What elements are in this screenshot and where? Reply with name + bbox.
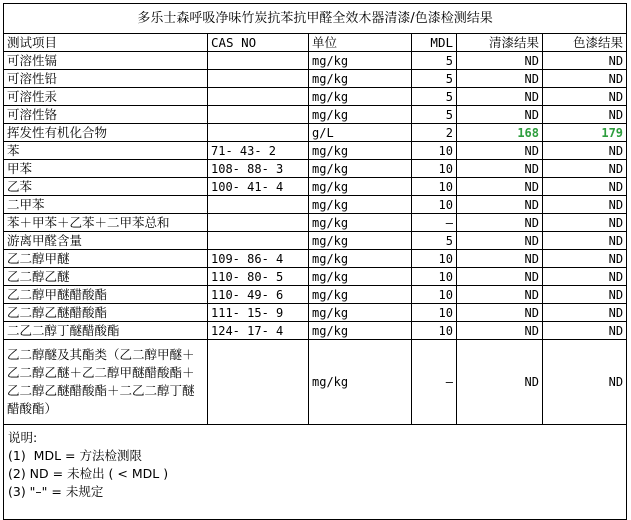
- cell-item: 乙二醇醚及其酯类（乙二醇甲醚＋乙二醇乙醚＋乙二醇甲醚醋酸酯＋乙二醇乙醚醋酸酯＋二乙二醇丁醚醋酸酯）: [4, 340, 208, 425]
- cell-color-result: ND: [543, 106, 627, 124]
- cell-unit: mg/kg: [309, 322, 412, 340]
- cell-clear-result: ND: [457, 160, 543, 178]
- cell-item: 游离甲醛含量: [4, 232, 208, 250]
- cell-color-result: ND: [543, 322, 627, 340]
- cell-cas: 110- 80- 5: [208, 268, 309, 286]
- table-row: [4, 142, 627, 160]
- cell-unit: mg/kg: [309, 268, 412, 286]
- header-item: 测试项目: [4, 34, 208, 52]
- cell-item: 乙二醇乙醚醋酸酯: [4, 304, 208, 322]
- cell-color-result: ND: [543, 214, 627, 232]
- cell-color-result: ND: [543, 52, 627, 70]
- cell-unit: mg/kg: [309, 340, 412, 425]
- cell-item: 乙二醇甲醚醋酸酯: [4, 286, 208, 304]
- cell-cas: 71- 43- 2: [208, 142, 309, 160]
- table-row: [4, 160, 627, 178]
- table-row: [4, 214, 627, 232]
- table-row: [4, 304, 627, 322]
- table-row: [4, 88, 627, 106]
- cell-item: 乙苯: [4, 178, 208, 196]
- cell-clear-result: ND: [457, 88, 543, 106]
- cell-clear-result: ND: [457, 250, 543, 268]
- cell-color-result: ND: [543, 88, 627, 106]
- cell-color-result: ND: [543, 268, 627, 286]
- cell-mdl: 10: [412, 142, 457, 160]
- cell-clear-result: ND: [457, 178, 543, 196]
- title-row: [4, 4, 627, 34]
- cell-mdl: 10: [412, 250, 457, 268]
- results-sheet: [3, 3, 626, 520]
- cell-color-result: ND: [543, 70, 627, 88]
- table-row: [4, 52, 627, 70]
- cell-cas: [208, 232, 309, 250]
- table-row: [4, 286, 627, 304]
- cell-clear-result: ND: [457, 304, 543, 322]
- cell-item: 可溶性铅: [4, 70, 208, 88]
- cell-clear-result: ND: [457, 268, 543, 286]
- cell-mdl: 2: [412, 124, 457, 142]
- cell-color-result: ND: [543, 160, 627, 178]
- cell-clear-result: ND: [457, 214, 543, 232]
- cell-cas: [208, 124, 309, 142]
- cell-cas: 100- 41- 4: [208, 178, 309, 196]
- cell-unit: g/L: [309, 124, 412, 142]
- cell-clear-result: ND: [457, 142, 543, 160]
- cell-unit: mg/kg: [309, 250, 412, 268]
- cell-cas: 111- 15- 9: [208, 304, 309, 322]
- cell-item: 二甲苯: [4, 196, 208, 214]
- cell-mdl: –: [412, 340, 457, 425]
- cell-unit: mg/kg: [309, 142, 412, 160]
- cell-unit: mg/kg: [309, 106, 412, 124]
- header-cas: CAS NO: [208, 34, 309, 52]
- cell-clear-result: ND: [457, 196, 543, 214]
- cell-color-result: ND: [543, 340, 627, 425]
- cell-unit: mg/kg: [309, 88, 412, 106]
- table-row-glycol-ethers: [4, 340, 627, 425]
- cell-mdl: 5: [412, 232, 457, 250]
- cell-item: 可溶性汞: [4, 88, 208, 106]
- table-row: [4, 196, 627, 214]
- cell-mdl: 5: [412, 88, 457, 106]
- cell-cas: 109- 86- 4: [208, 250, 309, 268]
- cell-cas: 124- 17- 4: [208, 322, 309, 340]
- cell-item: 苯: [4, 142, 208, 160]
- cell-item: 可溶性铬: [4, 106, 208, 124]
- cell-unit: mg/kg: [309, 304, 412, 322]
- table-row: [4, 106, 627, 124]
- cell-mdl: 5: [412, 70, 457, 88]
- cell-item: 乙二醇甲醚: [4, 250, 208, 268]
- cell-mdl: 10: [412, 322, 457, 340]
- cell-color-result: ND: [543, 286, 627, 304]
- cell-unit: mg/kg: [309, 160, 412, 178]
- cell-cas: [208, 340, 309, 425]
- cell-color-result: ND: [543, 142, 627, 160]
- cell-unit: mg/kg: [309, 196, 412, 214]
- header-row: [4, 34, 627, 52]
- cell-color-result: ND: [543, 232, 627, 250]
- cell-unit: mg/kg: [309, 286, 412, 304]
- table-row: [4, 70, 627, 88]
- cell-mdl: 10: [412, 160, 457, 178]
- cell-color-result: ND: [543, 178, 627, 196]
- cell-cas: 108- 88- 3: [208, 160, 309, 178]
- cell-cas: [208, 70, 309, 88]
- cell-cas: [208, 106, 309, 124]
- note-line-nd: (2) ND = 未检出 ( < MDL ): [8, 466, 169, 481]
- cell-color-result: ND: [543, 304, 627, 322]
- header-color-result: 色漆结果: [543, 34, 627, 52]
- cell-clear-result: 168: [457, 124, 543, 142]
- table-row: [4, 124, 627, 142]
- cell-clear-result: ND: [457, 52, 543, 70]
- cell-unit: mg/kg: [309, 214, 412, 232]
- cell-cas: [208, 88, 309, 106]
- cell-clear-result: ND: [457, 106, 543, 124]
- note-line-dash: (3) "–" = 未规定: [8, 484, 104, 499]
- table-row: [4, 322, 627, 340]
- table-row: [4, 232, 627, 250]
- cell-mdl: 10: [412, 286, 457, 304]
- cell-mdl: –: [412, 214, 457, 232]
- note-line-mdl: (1) MDL = 方法检测限: [8, 448, 142, 463]
- cell-mdl: 5: [412, 106, 457, 124]
- table-row: [4, 178, 627, 196]
- cell-item: 苯＋甲苯＋乙苯＋二甲苯总和: [4, 214, 208, 232]
- cell-item: 甲苯: [4, 160, 208, 178]
- cell-mdl: 10: [412, 196, 457, 214]
- notes-row: [4, 425, 627, 520]
- cell-item: 乙二醇乙醚: [4, 268, 208, 286]
- header-unit: 单位: [309, 34, 412, 52]
- cell-unit: mg/kg: [309, 178, 412, 196]
- cell-cas: [208, 52, 309, 70]
- cell-clear-result: ND: [457, 70, 543, 88]
- cell-unit: mg/kg: [309, 52, 412, 70]
- cell-item: 可溶性镉: [4, 52, 208, 70]
- cell-clear-result: ND: [457, 322, 543, 340]
- cell-unit: mg/kg: [309, 70, 412, 88]
- page-title: 多乐士森呼吸净味竹炭抗苯抗甲醛全效木器清漆/色漆检测结果: [4, 4, 627, 34]
- header-mdl: MDL: [412, 34, 457, 52]
- cell-cas: 110- 49- 6: [208, 286, 309, 304]
- header-clear-result: 清漆结果: [457, 34, 543, 52]
- cell-color-result: ND: [543, 196, 627, 214]
- table-row: [4, 268, 627, 286]
- cell-cas: [208, 196, 309, 214]
- notes: [4, 425, 627, 520]
- cell-mdl: 10: [412, 268, 457, 286]
- table-row: [4, 250, 627, 268]
- notes-heading: 说明:: [8, 430, 38, 445]
- results-table: [3, 3, 627, 520]
- cell-cas: [208, 214, 309, 232]
- cell-item: 二乙二醇丁醚醋酸酯: [4, 322, 208, 340]
- cell-color-result: 179: [543, 124, 627, 142]
- cell-color-result: ND: [543, 250, 627, 268]
- cell-mdl: 10: [412, 178, 457, 196]
- cell-mdl: 5: [412, 52, 457, 70]
- cell-mdl: 10: [412, 304, 457, 322]
- cell-clear-result: ND: [457, 232, 543, 250]
- cell-unit: mg/kg: [309, 232, 412, 250]
- cell-item: 挥发性有机化合物: [4, 124, 208, 142]
- cell-clear-result: ND: [457, 340, 543, 425]
- cell-clear-result: ND: [457, 286, 543, 304]
